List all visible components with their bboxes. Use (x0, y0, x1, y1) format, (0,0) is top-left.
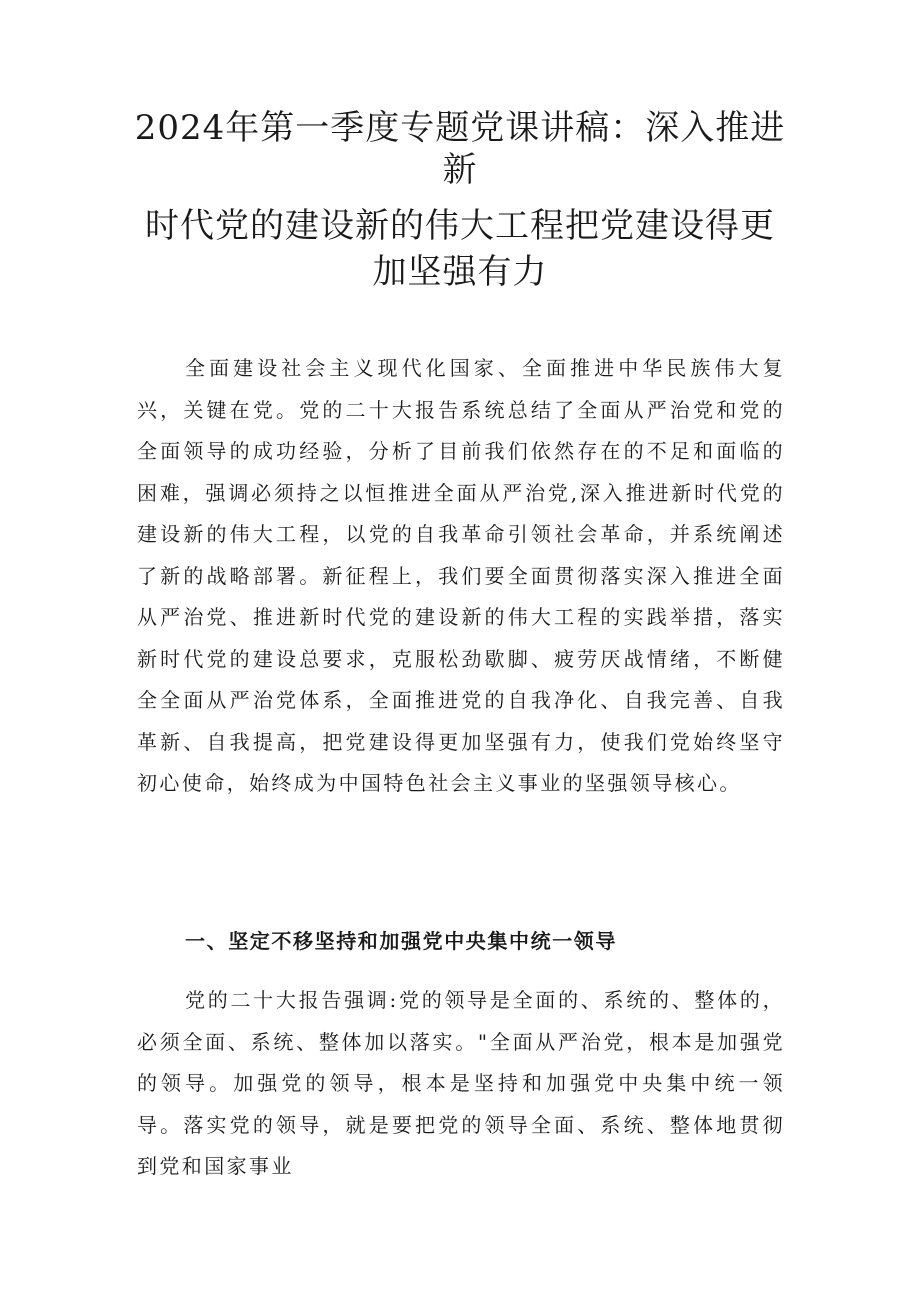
section-heading-1: 一、坚定不移坚持和加强党中央集中统一领导 (185, 929, 617, 953)
section-1-paragraph: 党的二十大报告强调:党的领导是全面的、系统的、整体的，必须全面、系统、整体加以落实。"全面从严治党，根本是加强党的领导。加强党的领导，根本是坚持和加强党中央集中统一领导。落实党的领导，就是要把党的领导全面、系统、整体地贯彻到党和国家事业 (137, 988, 785, 1178)
title-line-2: 新 (442, 150, 478, 190)
title-line-4: 加坚强有力 (372, 252, 548, 292)
title-line-1: 2024年第一季度专题党课讲稿：深入推进 (134, 108, 786, 148)
title-line-3: 时代党的建设新的伟大工程把党建设得更 (145, 206, 775, 246)
intro-paragraph: 全面建设社会主义现代化国家、全面推进中华民族伟大复兴，关键在党。党的二十大报告系统总结了全面从严治党和党的全面领导的成功经验，分析了目前我们依然存在的不足和面临的困难，强调必须持之以恒推进全面从严治党,深入推进新时代党的建设新的伟大工程，以党的自我革命引领社会革命，并系统阐述了新的战略部署。新征程上，我们要全面贯彻落实深入推进全面从严治党、推进新时代党的建设新的伟大工程的实践举措，落实新时代党的建设总要求，克服松劲歇脚、疲劳厌战情绪，不断健全全面从严治党体系，全面推进党的自我净化、自我完善、自我革新、自我提高，把党建设得更加坚强有力，使我们党始终坚守初心使命，始终成为中国特色社会主义事业的坚强领导核心。 (137, 356, 785, 795)
document-title (100, 105, 820, 295)
